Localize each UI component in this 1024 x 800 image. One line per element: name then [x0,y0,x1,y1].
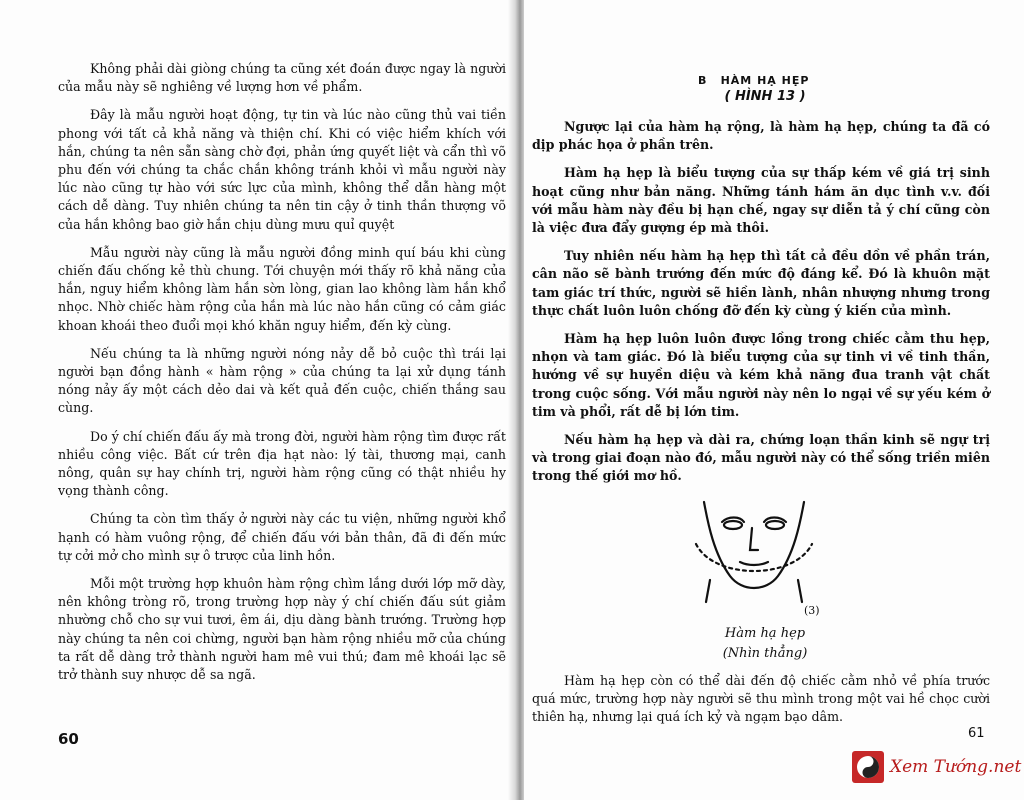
neck-right [798,580,802,602]
right-page [524,0,1024,800]
right-paragraph: Tuy nhiên nếu hàm hạ hẹp thì tất cả đều dồn về phần trán, cân não sẽ bành trướng đến mức độ đáng kể. Đó là khuôn mặt tam giác trí thức, người sẽ hiền lành, nhân nhượng nhưng trong thực chất luôn luôn chống đỡ đến kỳ cùng ý kiến của mình. [532,248,990,318]
figure-subcaption: (Nhìn thẳng) [722,646,808,661]
left-text-column [58,60,506,694]
right-paragraph: Ngược lại của hàm hạ rộng, là hàm hạ hẹp, chúng ta đã có dịp phác họa ở phần trên. [532,119,990,153]
yin-yang-icon [852,751,884,783]
right-tail-paragraph: Hàm hạ hẹp còn có thể dài đến độ chiếc cằm nhỏ về phía trước quá mức, trường hợp này người sẽ thu mình trong một vai hề chọc cười thiên hạ, nhưng lại quá ích kỷ và ngạm bạo dâm. [532,673,990,725]
right-paragraph: Hàm hạ hẹp luôn luôn được lồng trong chiếc cằm thu hẹp, nhọn và tam giác. Đó là biểu tượng của sự tinh vi về tinh thần, hướng về sự huyền diệu và kém khả năng đua tranh vật chất trong cuộc sống. Với mẫu người này nên lo ngại về sự yếu kém ở tim và phổi, rất dễ bị lớn tim. [532,331,990,419]
watermark-logo [852,748,1021,786]
page-number-left: 60 [58,730,79,748]
left-paragraph: Do ý chí chiến đấu ấy mà trong đời, người hàm rộng tìm được rất nhiều công việc. Bất cứ trên địa hạt nào: lý tài, thương mại, canh nông, quân sự hay chính trị, người hàm rộng cũng có thật nhiều hy vọng thành công. [58,428,506,499]
section-letter: B [698,74,707,87]
left-paragraph: Mỗi một trường hợp khuôn hàm rộng chìm lắng dưới lớp mỡ dày, nên không tròng rõ, trong trường hợp này ý chí chiến đấu sút giảm nhường chỗ cho sự vui tươi, êm ái, dịu dàng bành trướng. Trường hợp này chúng ta nên coi chừng, người bạn hàm rộng nhiều mỡ của chúng ta rất dễ dàng trở thành người ham mê vui thú; đam mê khoái lạc sẽ trở thành suy nhược dễ sa ngã. [58,576,506,683]
face-illustration [674,484,834,624]
right-paragraph: Nếu hàm hạ hẹp và dài ra, chứng loạn thần kinh sẽ ngự trị và trong giai đoạn nào đó, mẫu người này có thể sống triền miên trong thế giới mơ hồ. [532,432,990,484]
section-title: HÀM HẠ HẸP [720,74,810,87]
right-eye-ball [766,521,784,529]
left-paragraph: Mẫu người này cũng là mẫu người đồng minh quí báu khi cùng chiến đấu chống kẻ thù chung. Tới chuyện mới thấy rõ khả năng của hắn, nguy hiểm không làm hắn sờn lòng, gian lao không làm hắn khổ nhọc. Nhờ chiếc hàm rộng của hắn mà lúc nào hắn cũng có cảm giác khoan khoái theo đuổi mọi khó khăn nguy hiểm, đến kỳ cùng. [58,244,506,333]
figure-caption: Hàm hạ hẹp [724,626,806,641]
jaw-line [696,544,812,571]
right-tail-column [532,672,990,737]
watermark-text: Xem Tướng.net [890,757,1022,777]
page-number-right: 61 [968,726,985,741]
left-paragraph: Chúng ta còn tìm thấy ở người này các tu viện, những người khổ hạnh có hàm vuông rộng, để chiến đấu với bản thân, đã đi đến mức tự cởi mở cho mình sự ô trược của linh hồn. [58,511,506,563]
face-outline [704,502,804,588]
right-paragraph: Hàm hạ hẹp là biểu tượng của sự thấp kém về giá trị sinh hoạt cũng như bản năng. Những tánh hám ăn dục tình v.v. đối với mẫu hàm này đều bị hạn chế, ngay sự diễn tả ý chí cũng còn là việc đưa đẩy gượng ép mà thôi. [532,165,990,236]
left-eye-ball [724,521,742,529]
yin-yang-glyph [856,755,880,779]
neck-left [706,580,710,602]
figure-marker: (3) [804,604,820,617]
right-text-column [532,118,990,496]
left-paragraph: Không phải dài giòng chúng ta cũng xét đoán được ngay là người của mẫu này sẽ nghiêng về lượng hơn về phẩm. [58,61,506,95]
section-heading [530,74,1000,104]
left-paragraph: Nếu chúng ta là những người nóng nảy dễ bỏ cuộc thì trái lại người bạn đồng hành « hàm rộng » của chúng ta lại xử dụng tánh nóng nảy ấy một cách dẻo dai và kết quả đến cuộc, chiến thắng sau cùng. [58,345,506,416]
left-paragraph: Đây là mẫu người hoạt động, tự tin và lúc nào cũng thủ vai tiền phong với tất cả khả năng và thiện chí. Khi có việc hiểm khích với hắn, chúng ta nên sẵn sàng chờ đợi, phản ứng quyết liệt và cẩn thì võ phu đến với chúng ta chắc chắn không tránh khỏi vì mẫu người này lúc nào cũng tự hào với sức lực của mình, không thể dẫn hàng một cách dễ dàng. Tuy nhiên chúng ta nên tin cậy ở tinh thần thượng võ của hắn không bao giờ hắn chịu dùng mưu quỉ quyệt [58,107,506,232]
figure-reference: ( HÌNH 13 ) [724,89,806,104]
nose [750,528,758,550]
mouth [740,562,768,565]
